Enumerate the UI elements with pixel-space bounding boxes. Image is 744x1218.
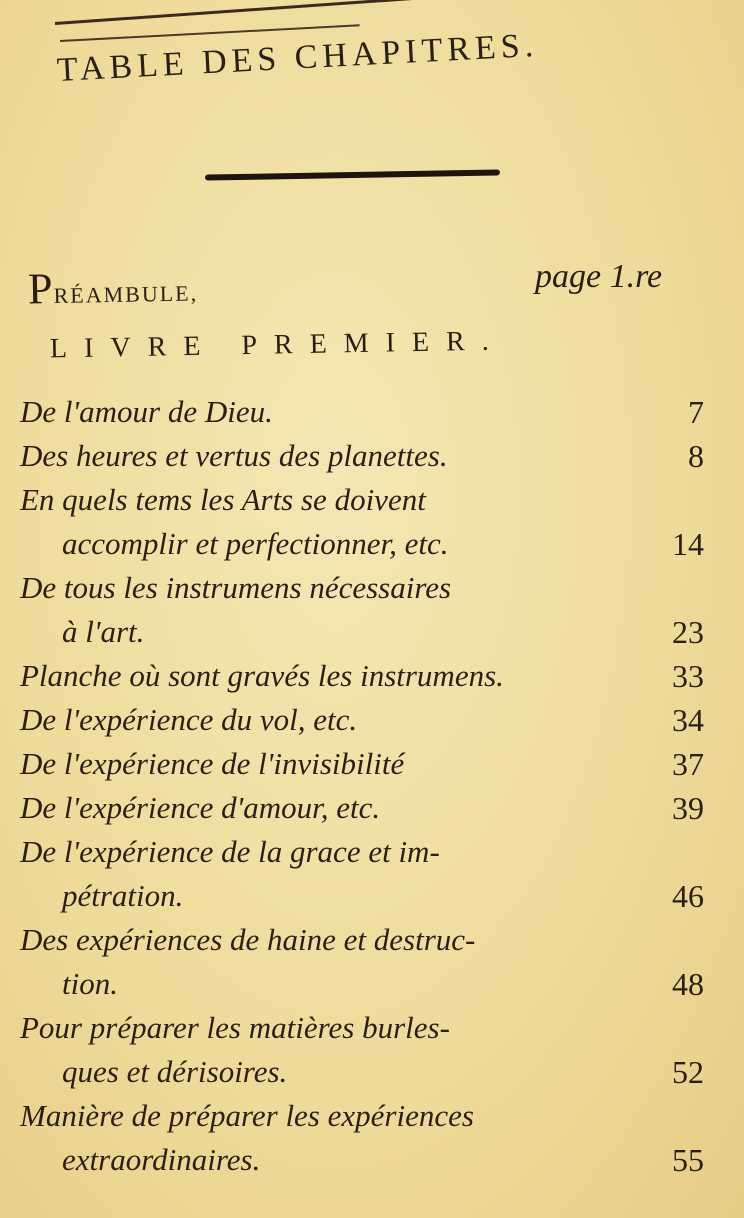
toc-entry [20,566,720,654]
toc-entry-text-continued: ques et dérisoires. [62,1054,288,1089]
toc-entry [20,830,720,918]
livre-heading: LIVRE PREMIER. [49,325,507,365]
toc-page-number: 39 [672,790,704,826]
toc-entry-text: Des expériences de haine et destruc- [20,922,476,957]
toc-page-number: 23 [672,614,704,650]
toc-entry-text: De l'expérience de la grace et im- [20,834,440,869]
toc-entry-text: De l'expérience d'amour, etc. [20,790,381,825]
toc-entry [20,1006,720,1094]
preambule-rest: RÉAMBULE, [53,280,199,309]
toc-entry-text: En quels tems les Arts se doivent [20,482,426,517]
toc-entry [20,654,720,698]
preambule-heading [28,261,199,315]
toc-entry-text: De l'expérience du vol, etc. [20,702,358,737]
toc-entry-text: De tous les instrumens nécessaires [20,570,452,605]
toc-entry-text: Pour préparer les matières burles- [20,1010,450,1045]
toc-entry-text-continued: accomplir et perfectionner, etc. [62,526,449,561]
toc-entry [20,478,720,566]
toc-page-number: 7 [688,394,704,430]
top-rule [55,0,474,25]
toc-page-number: 52 [672,1054,704,1090]
toc-page-number: 34 [672,702,704,738]
toc-entry-text: Planche où sont gravés les instrumens. [20,658,504,693]
toc-entry [20,918,720,1006]
toc-page-number: 55 [672,1142,704,1178]
toc-entry-text-continued: pétration. [62,878,184,913]
toc-page-number: 37 [672,746,704,782]
toc-entry [20,1094,720,1182]
toc-entry-text: Manière de préparer les expériences [20,1098,474,1133]
toc-entry [20,698,720,742]
toc-entry-text: De l'expérience de l'invisibilité [20,746,405,781]
toc-page-number: 48 [672,966,704,1002]
toc-entry-text-continued: extraordinaires. [62,1142,261,1177]
toc-entry [20,742,720,786]
toc-entry [20,390,720,434]
title-rule [205,169,500,180]
toc-entry-text: Des heures et vertus des planettes. [20,438,448,473]
toc-page-number: 14 [672,526,704,562]
toc-entry [20,434,720,478]
toc-entry-text-continued: tion. [62,966,118,1001]
toc-entry-text: De l'amour de Dieu. [20,394,273,429]
preambule-initial: P [27,264,54,314]
toc-page-number: 8 [688,438,704,474]
toc-page-number: 46 [672,878,704,914]
page-title: TABLE DES CHAPITRES. [56,26,539,90]
toc-page-number: 33 [672,658,704,694]
preambule-page: page 1.re [535,258,663,295]
toc-entry [20,786,720,830]
toc-entry-text-continued: à l'art. [62,614,145,649]
